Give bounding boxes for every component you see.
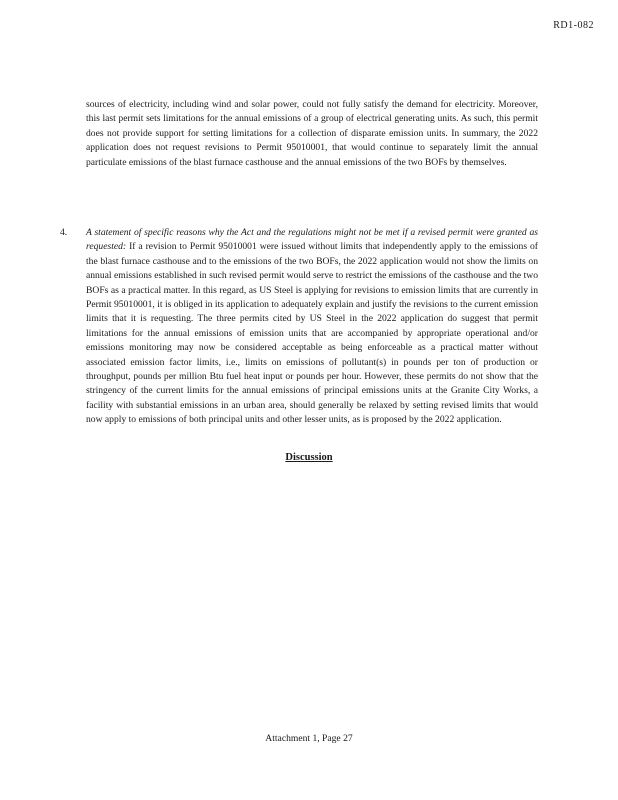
item-paragraph — [86, 226, 538, 428]
page-footer: Attachment 1, Page 27 — [265, 733, 353, 744]
document-id: RD1-082 — [553, 20, 594, 31]
section-heading: Discussion — [285, 452, 333, 463]
item-number: 4. — [60, 227, 68, 238]
item-heading: A statement of specific reasons why the Act and the regulations might not be met if a revised permit were granted as requested: — [86, 227, 538, 253]
body-paragraph-continued: sources of electricity, including wind and solar power, could not fully satisfy the demand for electricity. Moreover, this last permit sets limitations for the annual emissions of a group of electrical generating units. As such, this permit does not provide support for setting limitations for a collection of disparate emission units. In summary, the 2022 application does not request revisions to Permit 95010001, that would continue to separately limit the annual particulate emissions of the blast furnace casthouse and the annual emissions of the two BOFs by themselves. — [86, 99, 538, 168]
item-text: If a revision to Permit 95010001 were issued without limits that independently apply to the emissions of the blast furnace casthouse and to the emissions of the two BOFs, the 2022 application would not show the limits on annual emissions established in such revised permit would serve to restrict the emissions of the casthouse and the two BOFs as a practical matter. In this regard, as US Steel is applying for revisions to emission limits that are currently in Permit 95010001, it is obliged in its application to adequately explain and justify the revisions to the current emission limits that it is requesting. The three permits cited by US Steel in the 2022 application do suggest that permit limitations for the annual emissions of emission units that are accompanied by appropriate operational and/or emissions monitoring may now be considered acceptable as being enforceable as a practical matter without associated emission factor limits, i.e., limits on emissions of pollutant(s) in pounds per ton of production or throughput, pounds per million Btu fuel heat input or pounds per hour. However, these permits do not show that the stringency of the current limits for the annual emissions of principal emissions units at the Granite City Works, a facility with substantial emissions in an urban area, should generally be relaxed by setting revised limits that would now apply to emissions of both principal units and other lesser units, as is proposed by the 2022 application. — [86, 241, 538, 426]
